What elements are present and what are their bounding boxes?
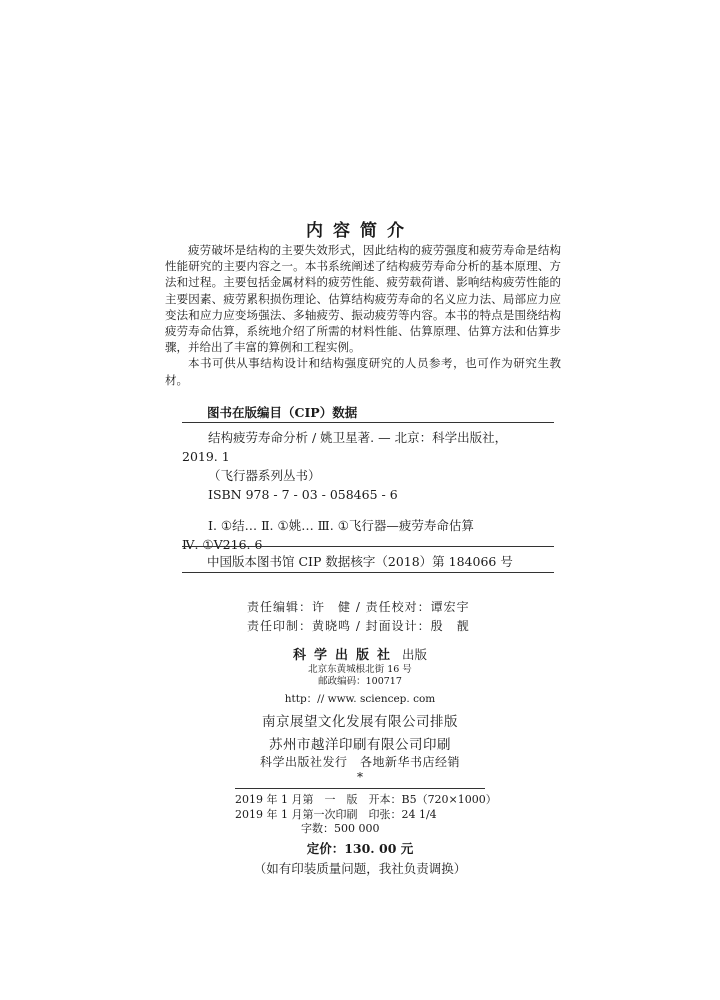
credits: [247, 598, 470, 636]
edition-top-rule: [235, 788, 485, 789]
cip-record: [182, 428, 554, 554]
edition-info: [235, 793, 497, 837]
publisher-address: 北京东黄城根北街 16 号: [308, 664, 412, 675]
publisher-url: http：// www. sciencep. com: [284, 693, 436, 705]
edition-printing: 2019 年 1 月第一次印刷 印张：24 1/4: [235, 807, 437, 821]
distribution: 科学出版社发行 各地新华书店经销: [259, 755, 460, 769]
publisher-suffix: 出版: [401, 647, 427, 662]
typesetter: 南京展望文化发展有限公司排版: [262, 714, 458, 730]
separator-star: *: [357, 770, 363, 784]
cip-record-number: 中国版本图书馆 CIP 数据核字（2018）第 184066 号: [207, 554, 513, 569]
credits-production: 责任印制：黄晓鸣 / 封面设计：殷 靓: [247, 619, 470, 633]
cip-middle-rule: [182, 546, 554, 547]
cip-header: 图书在版编目（CIP）数据: [207, 405, 358, 420]
edition-wordcount: 字数：500 000: [301, 822, 380, 835]
summary-title: 内容简介: [306, 221, 414, 241]
cip-line-title: 结构疲劳寿命分析 / 姚卫星著. — 北京：科学出版社，: [208, 430, 508, 445]
cip-top-rule: [182, 422, 554, 423]
summary-paragraph-2: 本书可供从事结构设计和结构强度研究的人员参考，也可作为研究生教材。: [165, 356, 561, 387]
cip-line-date: 2019. 1: [182, 449, 230, 464]
publisher-logo: 科学出版社: [292, 648, 398, 663]
printer: 苏州市越洋印刷有限公司印刷: [269, 737, 451, 753]
publisher-address-block: [0, 664, 720, 688]
publisher-line: [0, 644, 720, 663]
summary-paragraph-1: 疲劳破坏是结构的主要失效形式，因此结构的疲劳强度和疲劳寿命是结构性能研究的主要内容之一。本书系统阐述了结构疲劳寿命分析的基本原理、方法和过程。主要包括金属材料的疲劳性能、疲劳载荷谱、影响结构疲劳性能的主要因素、疲劳累积损伤理论、估算结构疲劳寿命的名义应力法、局部应力应变法和应力应变场强法、多轴疲劳、振动疲劳等内容。本书的特点是围绕结构疲劳寿命估算，系统地介绍了所需的材料性能、估算原理、估算方法和估算步骤，并给出了丰富的算例和工程实例。: [165, 243, 561, 355]
edition-first: 2019 年 1 月第 一 版 开本：B5（720×1000）: [235, 793, 497, 806]
publisher-postcode: 邮政编码：100717: [318, 676, 402, 687]
cip-line-classification: Ⅰ. ①结… Ⅱ. ①姚… Ⅲ. ①飞行器—疲劳寿命估算: [208, 518, 474, 533]
summary-text: [165, 242, 561, 388]
cip-line-isbn: ISBN 978 - 7 - 03 - 058465 - 6: [208, 487, 398, 502]
cip-bottom-rule: [182, 572, 554, 573]
cip-line-class-number: Ⅳ. ①V216. 6: [182, 537, 263, 552]
quality-notice: （如有印装质量问题，我社负责调换）: [253, 861, 467, 876]
cip-line-series: （飞行器系列丛书）: [208, 468, 321, 483]
price: 定价：130. 00 元: [306, 841, 414, 856]
credits-editors: 责任编辑：许 健 / 责任校对：谭宏宇: [247, 600, 470, 614]
